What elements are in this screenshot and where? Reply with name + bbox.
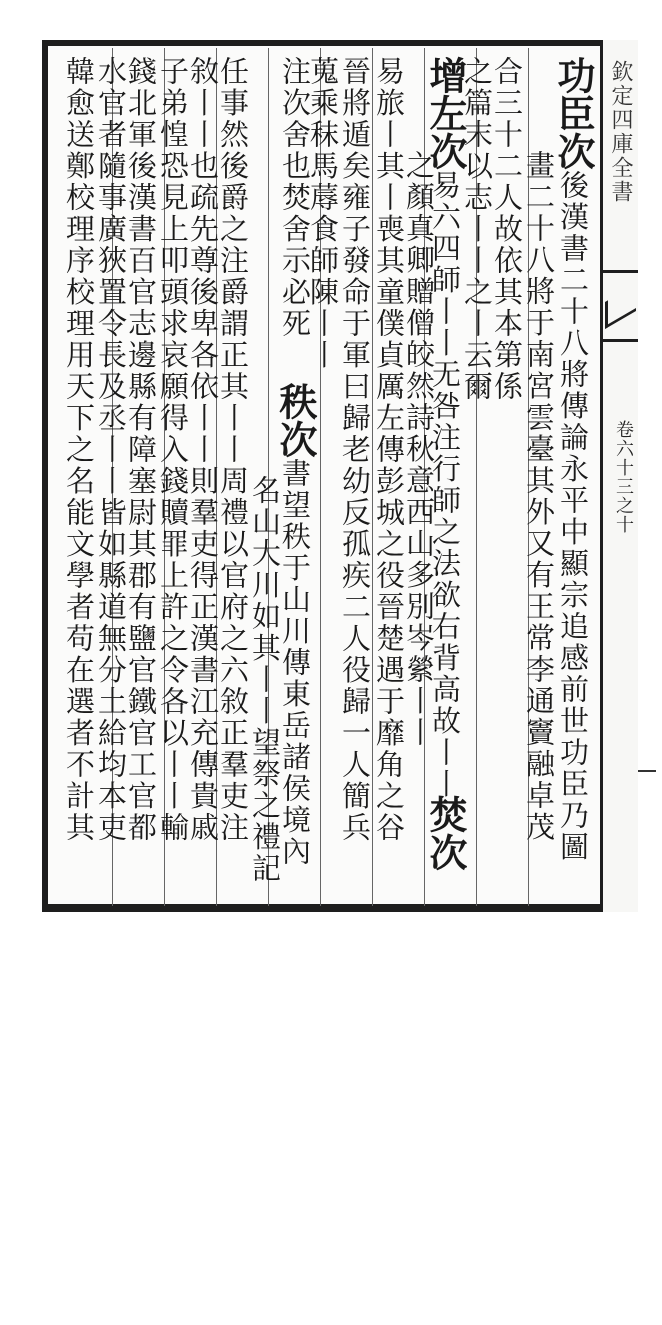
column-text: 易旅丨其丨喪其童僕貞厲左傳彭城之役晉楚遇于靡角之谷: [372, 56, 406, 844]
column-text: 水官者隨事廣狹置令長及丞丨丨皆如縣道無分土給均本吏: [94, 56, 128, 844]
column-text: 後漢書二十八將傳論永平中顯宗追感前世功臣乃圖: [556, 170, 590, 863]
column-text: 蒐乘秣馬蓐食師陳丨丨: [306, 56, 340, 371]
fen-heading-column: [420, 795, 470, 905]
entry-heading: 焚次: [423, 795, 468, 871]
book-title: 欽定四庫全書: [608, 60, 633, 204]
column-text: 之篇末以志丨丨之丨云爾: [460, 56, 494, 403]
margin-mark: [638, 770, 656, 772]
column-text: 畫二十八將于南宮雲臺其外又有王常李通竇融卓茂: [522, 150, 556, 843]
column-text: 晉將遁矣雍子發命于軍曰歸老幼反孤疾二人役歸一人簡兵: [338, 56, 372, 844]
column-text: 合三十二人故依其本第係: [490, 56, 524, 403]
volume-number: 卷六十三之十: [613, 420, 634, 534]
text-column-17: [54, 56, 104, 906]
column-text: 子弟惶恐見上叩頭求哀願得入錢贖罪上許之令各以丨丨輸: [156, 56, 190, 844]
column-text: 任事然後爵之注爵謂正其丨丨周禮以官府之六敘正羣吏注: [216, 56, 250, 844]
entry-heading: 功臣次: [551, 56, 596, 170]
fish-tail-ornament: [603, 270, 638, 342]
column-text: 錢北軍後漢書百官志邊縣有障塞尉其郡有鹽官鐵官工官都: [124, 56, 158, 844]
column-text: 敘丨丨也疏先尊後卑各依丨丨則羣吏得正漢書江充傳貴戚: [186, 56, 220, 844]
column-text: 易六四師丨丨无咎注行師之法欲右背高故丨丨: [428, 170, 462, 800]
column-text: 書望秩于山川傳東岳諸侯境內: [278, 458, 312, 868]
column-text: 注次舍也焚舍示必死: [278, 56, 312, 340]
column-text: 韓愈送鄭校理序校理用天下之名能文學者苟在選者不計其: [62, 56, 96, 844]
entry-heading: 增左次: [423, 56, 468, 170]
fen-note-column: [270, 56, 320, 376]
entry-heading: 秩次: [273, 382, 318, 458]
column-text: 之顏真卿贈僧皎然詩秋意西山多別岑縈丨丨: [402, 150, 436, 749]
column-text: 名山大川如其丨丨望祭之禮記: [248, 475, 282, 885]
